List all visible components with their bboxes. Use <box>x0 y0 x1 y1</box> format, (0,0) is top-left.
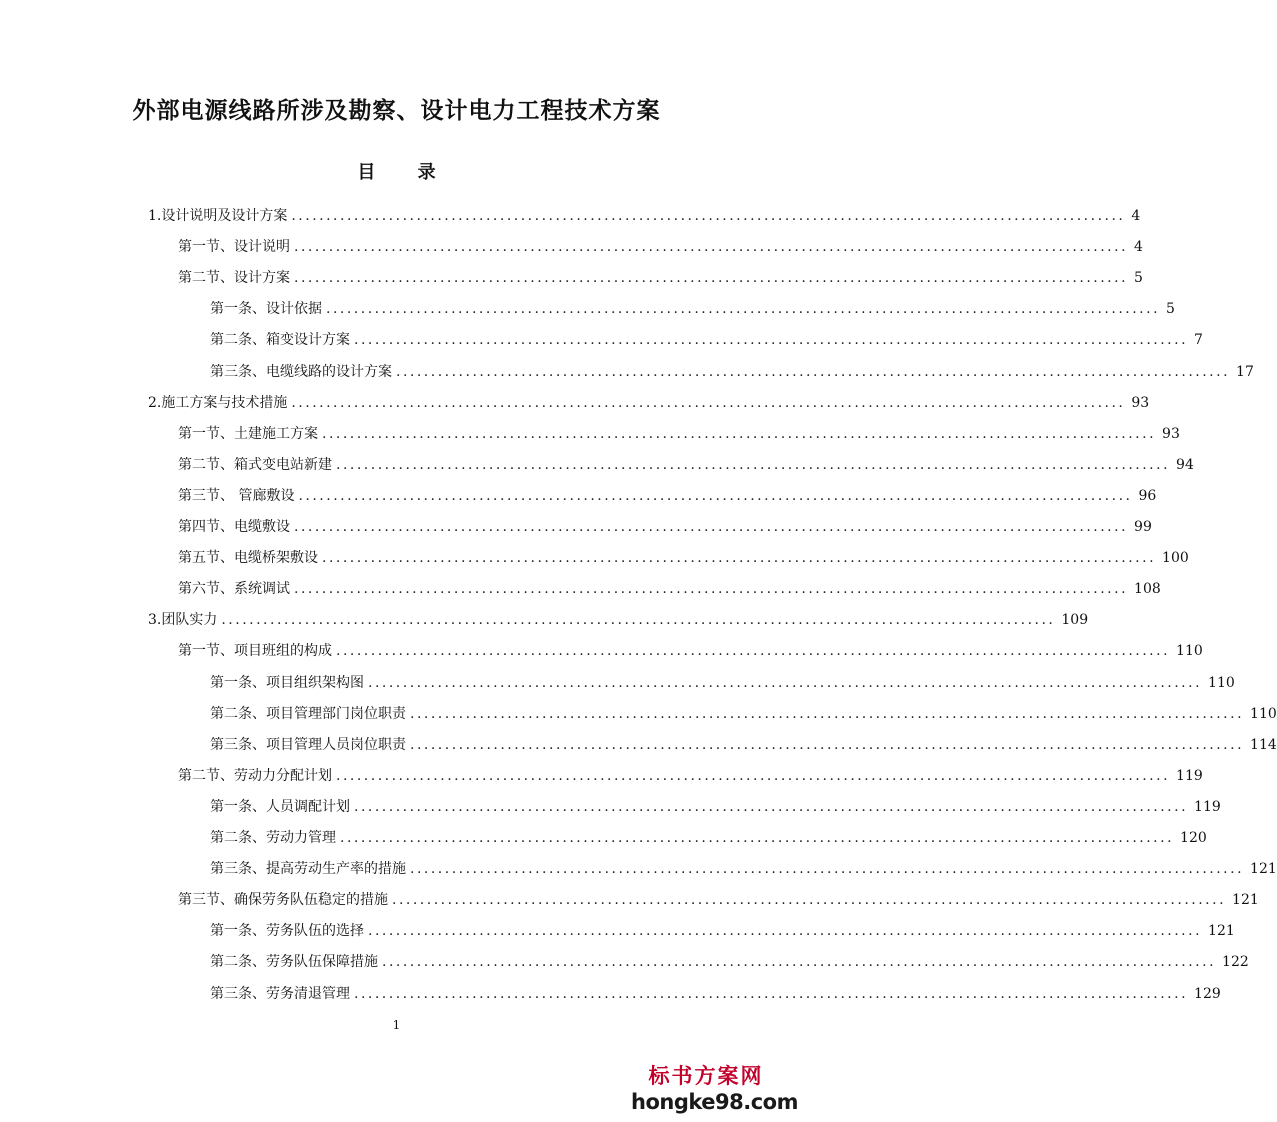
toc-entry-page: 129 <box>1194 986 1221 1002</box>
toc-entry[interactable] <box>178 640 1203 662</box>
toc-entry-page: 94 <box>1176 457 1194 473</box>
toc-entry[interactable] <box>210 796 1221 818</box>
toc-entry-label: 第二节、设计方案 <box>178 270 290 286</box>
toc-dot-leader: ........................................................................................................................ <box>294 519 1129 535</box>
toc-entry[interactable] <box>178 423 1180 445</box>
toc-dot-leader: ........................................................................................................................ <box>298 488 1133 504</box>
toc-entry-page: 119 <box>1194 799 1221 815</box>
toc-entry-label: 第三条、项目管理人员岗位职责 <box>210 737 406 753</box>
toc-entry-label: 第一条、劳务队伍的选择 <box>210 923 364 939</box>
toc-dot-leader: ........................................................................................................................ <box>326 301 1161 317</box>
toc-entry-page: 110 <box>1250 706 1277 722</box>
watermark-logo <box>631 1060 798 1114</box>
toc-dot-leader: ........................................................................................................................ <box>294 270 1129 286</box>
toc-dot-leader: ........................................................................................................................ <box>291 395 1126 411</box>
toc-entry-page: 110 <box>1176 643 1203 659</box>
toc-entry[interactable] <box>178 889 1259 911</box>
toc-entry-label: 第三条、电缆线路的设计方案 <box>210 364 392 380</box>
toc-dot-leader: ........................................................................................................................ <box>322 550 1157 566</box>
toc-entry[interactable] <box>148 392 1150 414</box>
toc-entry-label: 第二条、项目管理部门岗位职责 <box>210 706 406 722</box>
toc-entry-page: 121 <box>1250 861 1277 877</box>
toc-dot-leader: ........................................................................................................................ <box>410 737 1245 753</box>
toc-dot-leader: ........................................................................................................................ <box>392 892 1227 908</box>
toc-entry-label: 第三条、劳务清退管理 <box>210 986 350 1002</box>
toc-dot-leader: ........................................................................................................................ <box>294 581 1129 597</box>
toc-dot-leader: ........................................................................................................................ <box>294 239 1129 255</box>
toc-entry[interactable] <box>178 765 1203 787</box>
toc-entry-label: 第一条、设计依据 <box>210 301 322 317</box>
toc-entry-label: 第三节、 管廊敷设 <box>178 488 295 504</box>
toc-entry[interactable] <box>210 827 1207 849</box>
toc-entry-label: 第一条、人员调配计划 <box>210 799 350 815</box>
toc-entry[interactable] <box>178 236 1143 258</box>
toc-entry-label: 第四节、电缆敷设 <box>178 519 290 535</box>
toc-entry-label: 第二条、劳务队伍保障措施 <box>210 954 378 970</box>
watermark-domain: hongke98.com <box>631 1090 798 1114</box>
toc-dot-leader: ........................................................................................................................ <box>396 364 1231 380</box>
page-number: 1 <box>392 1018 401 1032</box>
toc-entry-page: 121 <box>1232 892 1259 908</box>
toc-entry-page: 4 <box>1131 208 1141 224</box>
toc-entry-label: 第二条、箱变设计方案 <box>210 332 350 348</box>
toc-entry[interactable] <box>148 609 1089 631</box>
toc-dot-leader: ........................................................................................................................ <box>354 986 1189 1002</box>
toc-entry-page: 7 <box>1194 332 1203 348</box>
toc-dot-leader: ........................................................................................................................ <box>410 706 1245 722</box>
toc-heading: 目 录 <box>357 162 454 183</box>
toc-entry[interactable] <box>178 578 1161 600</box>
toc-entry-label: 第一节、土建施工方案 <box>178 426 318 442</box>
toc-entry-label: 第一节、项目班组的构成 <box>178 643 332 659</box>
toc-dot-leader: ........................................................................................................................ <box>291 208 1126 224</box>
toc-entry[interactable] <box>178 485 1157 507</box>
toc-entry[interactable] <box>210 951 1249 973</box>
toc-dot-leader: ........................................................................................................................ <box>221 612 1056 628</box>
toc-entry[interactable] <box>210 734 1277 756</box>
toc-entry-page: 99 <box>1134 519 1152 535</box>
toc-entry-label: 第三条、提高劳动生产率的措施 <box>210 861 406 877</box>
toc-entry-label: 第五节、电缆桥架敷设 <box>178 550 318 566</box>
toc-entry-label: 第二节、劳动力分配计划 <box>178 768 332 784</box>
toc-dot-leader: ........................................................................................................................ <box>340 830 1175 846</box>
toc-entry[interactable] <box>148 205 1141 227</box>
toc-entry-label: 第一条、项目组织架构图 <box>210 675 364 691</box>
toc-entry-page: 100 <box>1162 550 1189 566</box>
toc-dot-leader: ........................................................................................................................ <box>322 426 1157 442</box>
toc-entry-page: 4 <box>1134 239 1143 255</box>
toc-entry[interactable] <box>178 267 1143 289</box>
toc-entry-page: 122 <box>1222 954 1249 970</box>
toc-entry[interactable] <box>178 454 1194 476</box>
toc-entry[interactable] <box>178 547 1189 569</box>
toc-entry-page: 109 <box>1061 612 1089 628</box>
toc-dot-leader: ........................................................................................................................ <box>410 861 1245 877</box>
toc-entry-label: 第六节、系统调试 <box>178 581 290 597</box>
toc-entry-page: 108 <box>1134 581 1161 597</box>
toc-dot-leader: ........................................................................................................................ <box>382 954 1217 970</box>
toc-entry-page: 5 <box>1166 301 1175 317</box>
toc-dot-leader: ........................................................................................................................ <box>354 332 1189 348</box>
toc-entry[interactable] <box>210 672 1235 694</box>
toc-entry-label: 第三节、确保劳务队伍稳定的措施 <box>178 892 388 908</box>
toc-entry-page: 114 <box>1250 737 1277 753</box>
toc-dot-leader: ........................................................................................................................ <box>336 768 1171 784</box>
toc-entry[interactable] <box>210 361 1254 383</box>
toc-entry-label: 1.设计说明及设计方案 <box>148 208 288 224</box>
toc-entry-page: 5 <box>1134 270 1143 286</box>
toc-entry-page: 119 <box>1176 768 1203 784</box>
toc-dot-leader: ........................................................................................................................ <box>368 923 1203 939</box>
toc-dot-leader: ........................................................................................................................ <box>354 799 1189 815</box>
toc-entry-label: 第二条、劳动力管理 <box>210 830 336 846</box>
toc-entry-page: 120 <box>1180 830 1207 846</box>
toc-entry-page: 121 <box>1208 923 1235 939</box>
toc-entry[interactable] <box>210 703 1277 725</box>
toc-entry-label: 3.团队实力 <box>148 612 218 628</box>
toc-entry[interactable] <box>178 516 1152 538</box>
toc-dot-leader: ........................................................................................................................ <box>368 675 1203 691</box>
toc-entry-page: 93 <box>1131 395 1150 411</box>
toc-entry-label: 第二节、箱式变电站新建 <box>178 457 332 473</box>
toc-entry-page: 110 <box>1208 675 1235 691</box>
document-title: 外部电源线路所涉及勘察、设计电力工程技术方案 <box>132 97 661 124</box>
toc-entry-page: 96 <box>1138 488 1157 504</box>
toc-entry[interactable] <box>210 298 1175 320</box>
toc-entry-label: 第一节、设计说明 <box>178 239 290 255</box>
toc-entry-page: 17 <box>1236 364 1254 380</box>
toc-entry[interactable] <box>210 983 1221 1005</box>
toc-entry-page: 93 <box>1162 426 1180 442</box>
toc-entry[interactable] <box>210 858 1277 880</box>
toc-dot-leader: ........................................................................................................................ <box>336 457 1171 473</box>
watermark-site-name: 标书方案网 <box>648 1063 764 1088</box>
toc-entry-label: 2.施工方案与技术措施 <box>148 395 288 411</box>
toc-entry[interactable] <box>210 329 1203 351</box>
toc-dot-leader: ........................................................................................................................ <box>336 643 1171 659</box>
toc-entry[interactable] <box>210 920 1235 942</box>
